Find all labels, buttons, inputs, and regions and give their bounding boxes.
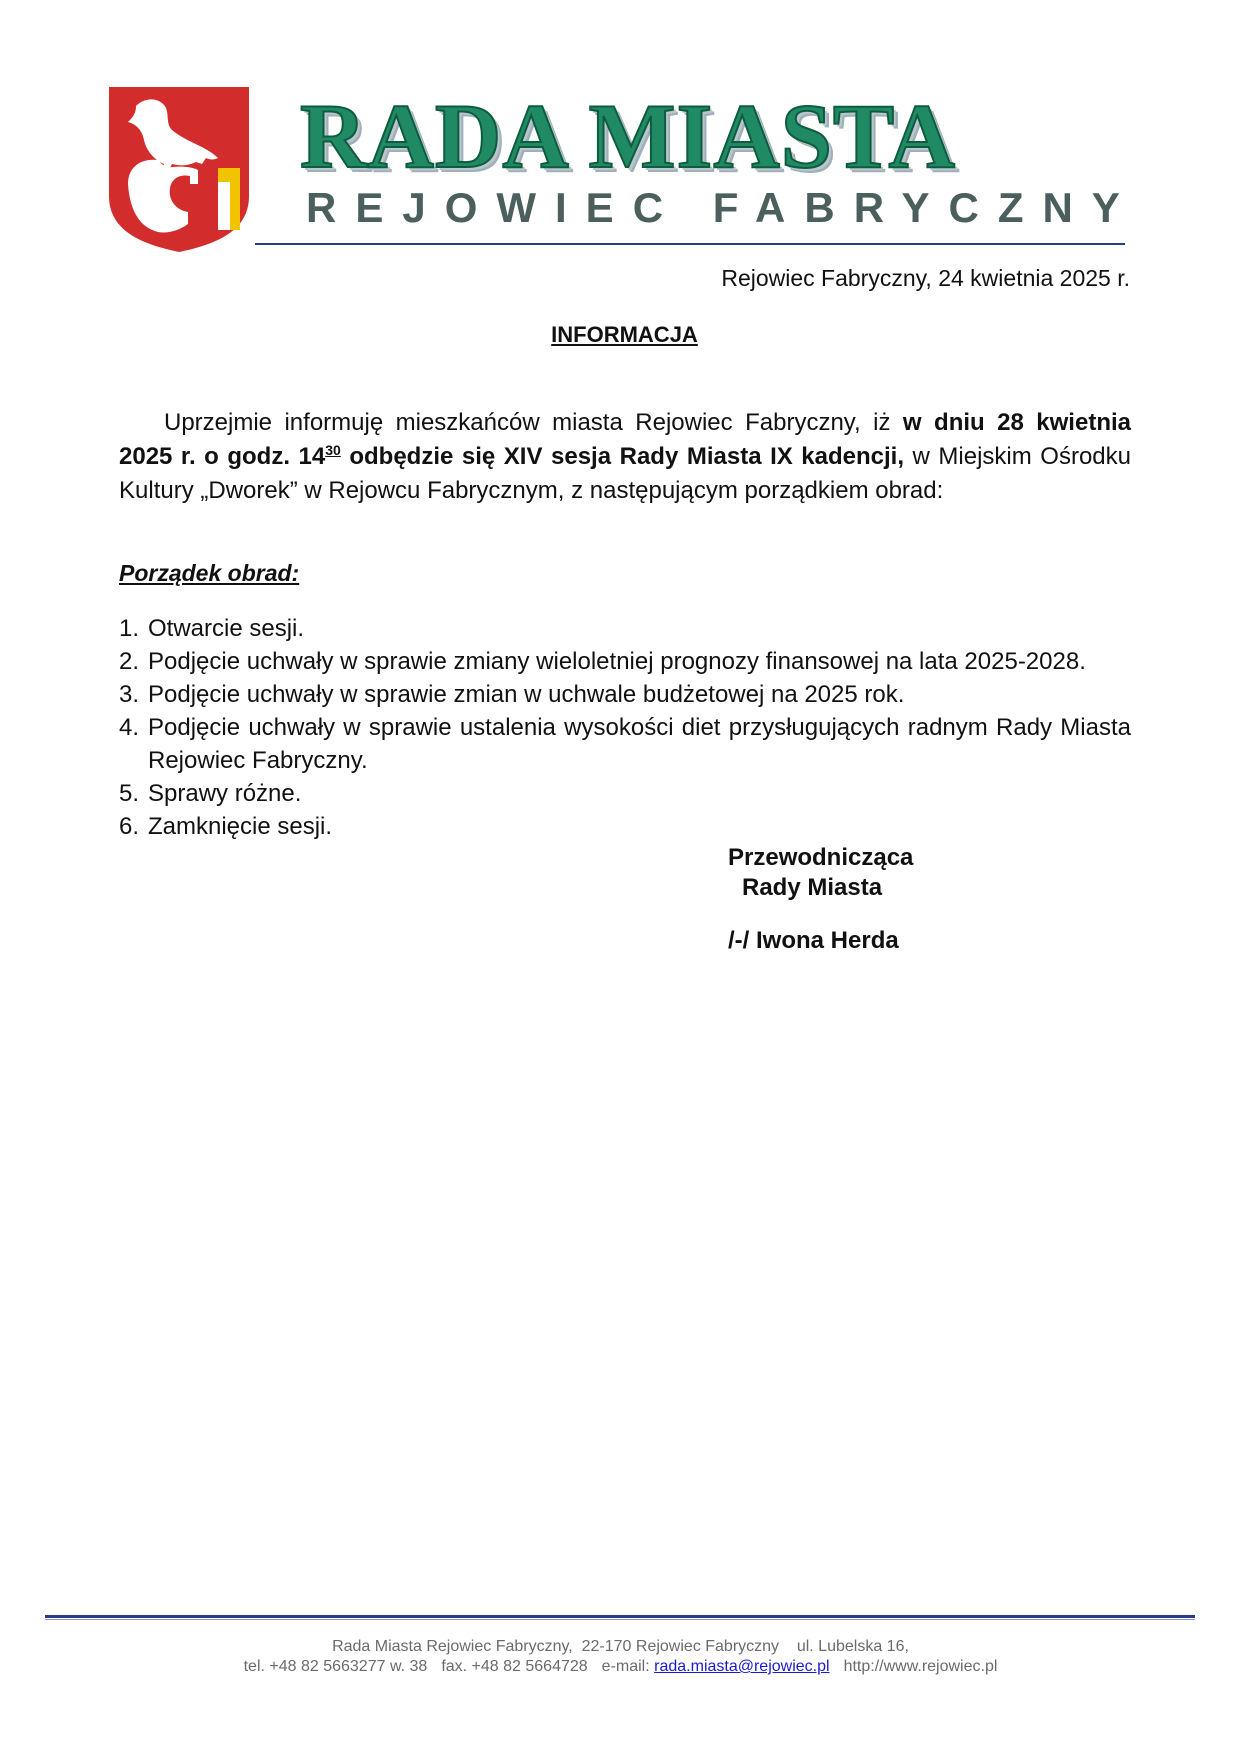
document-date: Rejowiec Fabryczny, 24 kwietnia 2025 r. — [721, 265, 1130, 291]
intro-lead: Uprzejmie informuję mieszkańców miasta Rejowiec Fabryczny, iż — [164, 409, 903, 436]
agenda-item-number: 3. — [119, 681, 140, 708]
footer-divider-thin — [45, 1619, 1195, 1620]
agenda-item — [119, 645, 1131, 678]
agenda-item — [119, 810, 1131, 843]
agenda-item-text: Podjęcie uchwały w sprawie zmian w uchwale budżetowej na 2025 rok. — [148, 681, 905, 708]
agenda-item-number: 1. — [119, 615, 140, 642]
heading-text: INFORMACJA — [551, 322, 698, 347]
footer-contact — [0, 1657, 1241, 1677]
agenda-item-text: Podjęcie uchwały w sprawie zmiany wieloletniej prognozy finansowej na lata 2025-2028. — [148, 648, 1086, 675]
agenda-item — [119, 777, 1131, 810]
footer-email-link[interactable]: rada.miasta@rejowiec.pl — [654, 1658, 830, 1675]
agenda-item-text: Podjęcie uchwały w sprawie ustalenia wysokości diet przysługujących radnym Rady Miasta Rejowiec Fabryczny. — [148, 714, 1131, 774]
footer-website[interactable]: http://www.rejowiec.pl — [843, 1658, 998, 1675]
agenda-title: Porządek obrad: — [119, 560, 300, 586]
header-divider — [255, 243, 1125, 245]
header-subtitle: REJOWIEC FABRYCZNY — [306, 184, 1139, 231]
agenda-item-text: Sprawy różne. — [148, 780, 302, 807]
header-title: RADA MIASTA — [300, 85, 956, 187]
footer-divider — [45, 1615, 1195, 1618]
intro-paragraph — [119, 406, 1131, 508]
agenda-item — [119, 678, 1131, 711]
footer-email-label: e-mail: — [601, 1658, 650, 1675]
intro-session: odbędzie się XIV sesja Rady Miasta IX kadencji, — [340, 443, 905, 470]
footer-phone: tel. +48 82 5663277 w. 38 — [243, 1658, 428, 1675]
agenda-item-number: 4. — [119, 714, 140, 741]
intro-time-minutes: 30 — [325, 442, 341, 458]
agenda-item-text: Otwarcie sesji. — [148, 615, 305, 642]
agenda-item-text: Zamknięcie sesji. — [148, 813, 333, 840]
signature-block — [728, 843, 913, 956]
footer-address: Rada Miasta Rejowiec Fabryczny, 22-170 Rejowiec Fabryczny ul. Lubelska 16, — [332, 1638, 909, 1655]
agenda-item-number: 5. — [119, 780, 140, 807]
signature-name: /-/ Iwona Herda — [728, 927, 899, 954]
agenda-item-number: 6. — [119, 813, 140, 840]
agenda-item — [119, 711, 1131, 777]
agenda-item-number: 2. — [119, 648, 140, 675]
signature-role: Przewodnicząca — [728, 844, 914, 871]
signature-body: Rady Miasta — [742, 874, 883, 901]
agenda-item — [119, 612, 1131, 645]
coat-of-arms-icon — [106, 84, 252, 254]
intro-tail: w Miejskim Ośrodku Kultury „Dworek” w Rejowcu Fabrycznym, z następującym porządkiem obrad: — [119, 443, 1131, 504]
document-heading — [0, 322, 1241, 348]
intro-date-time: w dniu 28 kwietnia 2025 r. o godz. 14 — [119, 409, 1131, 470]
agenda-list — [119, 612, 1131, 843]
footer-fax: fax. +48 82 5664728 — [441, 1658, 588, 1675]
